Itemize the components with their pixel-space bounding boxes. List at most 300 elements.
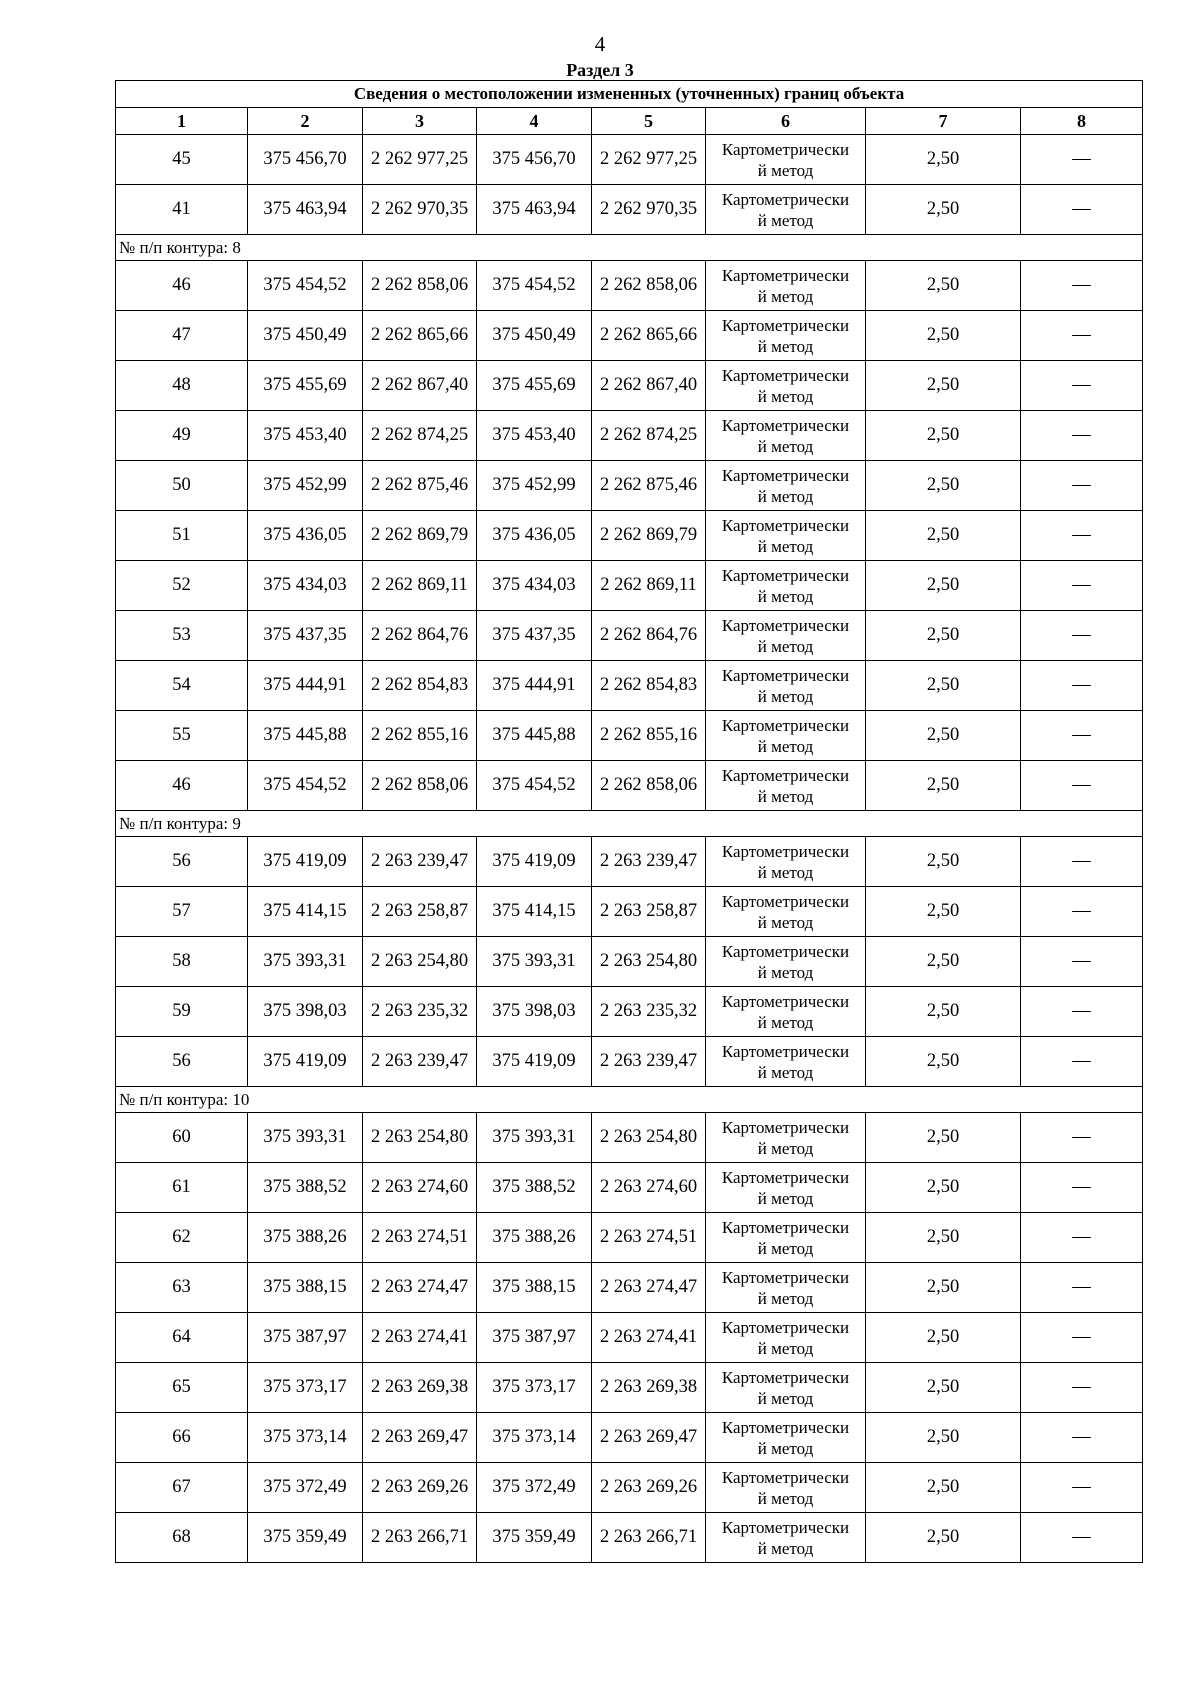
cell-method	[706, 135, 866, 185]
cell-point-number: 41	[116, 185, 248, 235]
cell-x-new: 375 434,03	[477, 561, 592, 611]
cell-point-number: 67	[116, 1463, 248, 1513]
method-text-line: Картометрически	[721, 315, 850, 335]
cell-description: —	[1021, 887, 1143, 937]
cell-description: —	[1021, 1113, 1143, 1163]
cell-point-number: 45	[116, 135, 248, 185]
cell-description: —	[1021, 261, 1143, 311]
method-text-line: й метод	[757, 1062, 814, 1082]
table-row	[116, 1263, 1143, 1313]
method-text-line: Картометрически	[721, 515, 850, 535]
table-row	[116, 135, 1143, 185]
cell-point-number: 46	[116, 261, 248, 311]
cell-x-old: 375 434,03	[248, 561, 363, 611]
cell-method	[706, 1413, 866, 1463]
cell-method	[706, 511, 866, 561]
cell-accuracy: 2,50	[866, 887, 1021, 937]
table-row	[116, 411, 1143, 461]
table-row	[116, 987, 1143, 1037]
cell-method	[706, 1513, 866, 1563]
cell-description: —	[1021, 711, 1143, 761]
cell-point-number: 55	[116, 711, 248, 761]
cell-description: —	[1021, 1213, 1143, 1263]
cell-y-old: 2 262 854,83	[363, 661, 477, 711]
cell-y-old: 2 262 970,35	[363, 185, 477, 235]
cell-accuracy: 2,50	[866, 185, 1021, 235]
boundary-coordinates-table	[115, 80, 1143, 1563]
cell-y-old: 2 263 269,26	[363, 1463, 477, 1513]
cell-point-number: 58	[116, 937, 248, 987]
table-row	[116, 311, 1143, 361]
cell-x-old: 375 387,97	[248, 1313, 363, 1363]
cell-method	[706, 411, 866, 461]
cell-point-number: 56	[116, 1037, 248, 1087]
method-text-line: Картометрически	[721, 1417, 850, 1437]
cell-point-number: 64	[116, 1313, 248, 1363]
table-row	[116, 1213, 1143, 1263]
cell-accuracy: 2,50	[866, 1213, 1021, 1263]
column-header-3: 3	[363, 108, 477, 135]
cell-y-new: 2 263 254,80	[592, 1113, 706, 1163]
cell-point-number: 51	[116, 511, 248, 561]
cell-point-number: 50	[116, 461, 248, 511]
cell-method	[706, 987, 866, 1037]
cell-x-old: 375 454,52	[248, 761, 363, 811]
method-text-line: Картометрически	[721, 265, 850, 285]
cell-accuracy: 2,50	[866, 1313, 1021, 1363]
cell-description: —	[1021, 1363, 1143, 1413]
method-text-line: й метод	[757, 1288, 814, 1308]
cell-point-number: 54	[116, 661, 248, 711]
cell-x-new: 375 359,49	[477, 1513, 592, 1563]
table-row	[116, 1037, 1143, 1087]
cell-description: —	[1021, 611, 1143, 661]
method-text-line: й метод	[757, 1488, 814, 1508]
method-text-line: Картометрически	[721, 1517, 850, 1537]
cell-x-new: 375 456,70	[477, 135, 592, 185]
cell-description: —	[1021, 185, 1143, 235]
method-text-line: Картометрически	[721, 991, 850, 1011]
table-row	[116, 361, 1143, 411]
cell-x-old: 375 456,70	[248, 135, 363, 185]
cell-accuracy: 2,50	[866, 1413, 1021, 1463]
cell-point-number: 59	[116, 987, 248, 1037]
cell-method	[706, 1463, 866, 1513]
cell-point-number: 57	[116, 887, 248, 937]
cell-method	[706, 937, 866, 987]
cell-accuracy: 2,50	[866, 711, 1021, 761]
section-title: Раздел 3	[566, 60, 634, 80]
cell-x-old: 375 419,09	[248, 837, 363, 887]
cell-x-new: 375 450,49	[477, 311, 592, 361]
method-text-line: й метод	[757, 1388, 814, 1408]
table-row	[116, 461, 1143, 511]
cell-y-new: 2 262 977,25	[592, 135, 706, 185]
cell-accuracy: 2,50	[866, 661, 1021, 711]
method-text-line: Картометрически	[721, 1267, 850, 1287]
method-text-line: й метод	[757, 386, 814, 406]
cell-accuracy: 2,50	[866, 461, 1021, 511]
cell-y-new: 2 263 254,80	[592, 937, 706, 987]
cell-y-new: 2 262 874,25	[592, 411, 706, 461]
cell-description: —	[1021, 461, 1143, 511]
cell-accuracy: 2,50	[866, 937, 1021, 987]
cell-accuracy: 2,50	[866, 1037, 1021, 1087]
method-text-line: й метод	[757, 586, 814, 606]
cell-x-new: 375 373,17	[477, 1363, 592, 1413]
cell-y-new: 2 262 865,66	[592, 311, 706, 361]
cell-accuracy: 2,50	[866, 361, 1021, 411]
cell-y-new: 2 262 867,40	[592, 361, 706, 411]
cell-x-new: 375 454,52	[477, 261, 592, 311]
cell-y-new: 2 263 266,71	[592, 1513, 706, 1563]
cell-description: —	[1021, 987, 1143, 1037]
cell-x-old: 375 388,26	[248, 1213, 363, 1263]
cell-y-old: 2 262 869,11	[363, 561, 477, 611]
cell-x-new: 375 453,40	[477, 411, 592, 461]
cell-description: —	[1021, 1037, 1143, 1087]
method-text-line: Картометрически	[721, 891, 850, 911]
cell-x-old: 375 444,91	[248, 661, 363, 711]
cell-y-new: 2 263 269,26	[592, 1463, 706, 1513]
cell-accuracy: 2,50	[866, 561, 1021, 611]
cell-x-new: 375 419,09	[477, 1037, 592, 1087]
cell-accuracy: 2,50	[866, 1363, 1021, 1413]
method-text-line: Картометрически	[721, 1117, 850, 1137]
cell-description: —	[1021, 837, 1143, 887]
method-text-line: Картометрически	[721, 1367, 850, 1387]
cell-point-number: 49	[116, 411, 248, 461]
table-row	[116, 1113, 1143, 1163]
cell-method	[706, 761, 866, 811]
cell-x-old: 375 388,15	[248, 1263, 363, 1313]
cell-x-old: 375 453,40	[248, 411, 363, 461]
cell-x-old: 375 445,88	[248, 711, 363, 761]
table-row	[116, 711, 1143, 761]
method-text-line: Картометрически	[721, 415, 850, 435]
cell-x-new: 375 372,49	[477, 1463, 592, 1513]
cell-accuracy: 2,50	[866, 611, 1021, 661]
table-row	[116, 837, 1143, 887]
cell-description: —	[1021, 937, 1143, 987]
cell-y-new: 2 263 239,47	[592, 1037, 706, 1087]
cell-y-old: 2 262 858,06	[363, 261, 477, 311]
column-header-4: 4	[477, 108, 592, 135]
cell-y-old: 2 263 239,47	[363, 837, 477, 887]
cell-description: —	[1021, 1263, 1143, 1313]
method-text-line: Картометрически	[721, 1217, 850, 1237]
table-row	[116, 1163, 1143, 1213]
cell-description: —	[1021, 561, 1143, 611]
cell-accuracy: 2,50	[866, 837, 1021, 887]
column-header-1: 1	[116, 108, 248, 135]
contour-label: № п/п контура: 8	[116, 235, 1143, 261]
cell-x-old: 375 437,35	[248, 611, 363, 661]
cell-y-new: 2 263 274,47	[592, 1263, 706, 1313]
table-row	[116, 887, 1143, 937]
method-text-line: Картометрически	[721, 365, 850, 385]
method-text-line: й метод	[757, 1338, 814, 1358]
cell-method	[706, 1213, 866, 1263]
method-text-line: й метод	[757, 160, 814, 180]
cell-y-new: 2 262 869,79	[592, 511, 706, 561]
cell-x-new: 375 419,09	[477, 837, 592, 887]
method-text-line: Картометрически	[721, 1167, 850, 1187]
method-text-line: й метод	[757, 536, 814, 556]
cell-accuracy: 2,50	[866, 261, 1021, 311]
column-header-8: 8	[1021, 108, 1143, 135]
method-text-line: Картометрически	[721, 841, 850, 861]
cell-accuracy: 2,50	[866, 135, 1021, 185]
cell-method	[706, 185, 866, 235]
method-text-line: й метод	[757, 1238, 814, 1258]
cell-y-old: 2 263 254,80	[363, 937, 477, 987]
cell-accuracy: 2,50	[866, 1463, 1021, 1513]
cell-y-new: 2 262 858,06	[592, 761, 706, 811]
cell-y-new: 2 262 970,35	[592, 185, 706, 235]
cell-method	[706, 661, 866, 711]
cell-y-old: 2 263 254,80	[363, 1113, 477, 1163]
method-text-line: Картометрически	[721, 465, 850, 485]
cell-x-new: 375 445,88	[477, 711, 592, 761]
cell-y-old: 2 262 865,66	[363, 311, 477, 361]
cell-x-old: 375 359,49	[248, 1513, 363, 1563]
cell-x-new: 375 444,91	[477, 661, 592, 711]
cell-x-new: 375 454,52	[477, 761, 592, 811]
cell-accuracy: 2,50	[866, 761, 1021, 811]
cell-x-new: 375 388,15	[477, 1263, 592, 1313]
column-header-7: 7	[866, 108, 1021, 135]
table-row	[116, 761, 1143, 811]
cell-method	[706, 611, 866, 661]
cell-y-old: 2 262 875,46	[363, 461, 477, 511]
cell-point-number: 68	[116, 1513, 248, 1563]
cell-y-old: 2 262 855,16	[363, 711, 477, 761]
contour-row	[116, 1087, 1143, 1113]
method-text-line: й метод	[757, 686, 814, 706]
cell-y-old: 2 263 274,60	[363, 1163, 477, 1213]
cell-y-old: 2 263 274,47	[363, 1263, 477, 1313]
table-header-row	[116, 108, 1143, 135]
table-row	[116, 1513, 1143, 1563]
cell-x-old: 375 373,14	[248, 1413, 363, 1463]
cell-accuracy: 2,50	[866, 1163, 1021, 1213]
cell-method	[706, 311, 866, 361]
cell-method	[706, 261, 866, 311]
cell-x-old: 375 393,31	[248, 1113, 363, 1163]
cell-description: —	[1021, 1513, 1143, 1563]
cell-x-old: 375 414,15	[248, 887, 363, 937]
cell-x-old: 375 454,52	[248, 261, 363, 311]
method-text-line: й метод	[757, 912, 814, 932]
cell-y-old: 2 263 235,32	[363, 987, 477, 1037]
cell-point-number: 46	[116, 761, 248, 811]
cell-method	[706, 361, 866, 411]
cell-point-number: 52	[116, 561, 248, 611]
cell-y-new: 2 262 854,83	[592, 661, 706, 711]
method-text-line: й метод	[757, 1538, 814, 1558]
cell-x-new: 375 463,94	[477, 185, 592, 235]
table-row	[116, 185, 1143, 235]
cell-y-old: 2 263 269,38	[363, 1363, 477, 1413]
cell-description: —	[1021, 1163, 1143, 1213]
cell-y-new: 2 263 269,47	[592, 1413, 706, 1463]
contour-row	[116, 235, 1143, 261]
cell-method	[706, 1263, 866, 1313]
cell-point-number: 53	[116, 611, 248, 661]
method-text-line: й метод	[757, 436, 814, 456]
cell-y-new: 2 263 258,87	[592, 887, 706, 937]
cell-x-new: 375 437,35	[477, 611, 592, 661]
cell-accuracy: 2,50	[866, 987, 1021, 1037]
cell-y-new: 2 262 855,16	[592, 711, 706, 761]
cell-description: —	[1021, 761, 1143, 811]
cell-method	[706, 837, 866, 887]
cell-method	[706, 887, 866, 937]
cell-accuracy: 2,50	[866, 411, 1021, 461]
cell-y-new: 2 263 274,41	[592, 1313, 706, 1363]
cell-x-new: 375 414,15	[477, 887, 592, 937]
page-number: 4	[594, 32, 606, 56]
cell-description: —	[1021, 511, 1143, 561]
method-text-line: Картометрически	[721, 665, 850, 685]
cell-description: —	[1021, 1413, 1143, 1463]
column-header-2: 2	[248, 108, 363, 135]
cell-x-new: 375 393,31	[477, 937, 592, 987]
cell-method	[706, 1363, 866, 1413]
cell-accuracy: 2,50	[866, 1513, 1021, 1563]
cell-x-new: 375 398,03	[477, 987, 592, 1037]
column-header-6: 6	[706, 108, 866, 135]
table-body	[116, 81, 1143, 1563]
cell-y-old: 2 263 269,47	[363, 1413, 477, 1463]
method-text-line: Картометрически	[721, 615, 850, 635]
contour-label: № п/п контура: 9	[116, 811, 1143, 837]
method-text-line: й метод	[757, 1012, 814, 1032]
method-text-line: Картометрически	[721, 1467, 850, 1487]
method-text-line: Картометрически	[721, 139, 850, 159]
cell-method	[706, 561, 866, 611]
cell-y-old: 2 262 858,06	[363, 761, 477, 811]
method-text-line: й метод	[757, 210, 814, 230]
table-row	[116, 1363, 1143, 1413]
cell-x-old: 375 450,49	[248, 311, 363, 361]
cell-point-number: 47	[116, 311, 248, 361]
cell-y-new: 2 262 864,76	[592, 611, 706, 661]
method-text-line: й метод	[757, 286, 814, 306]
cell-accuracy: 2,50	[866, 1263, 1021, 1313]
cell-x-old: 375 373,17	[248, 1363, 363, 1413]
method-text-line: й метод	[757, 1438, 814, 1458]
cell-y-old: 2 262 869,79	[363, 511, 477, 561]
cell-description: —	[1021, 135, 1143, 185]
cell-x-old: 375 452,99	[248, 461, 363, 511]
cell-point-number: 63	[116, 1263, 248, 1313]
cell-point-number: 66	[116, 1413, 248, 1463]
method-text-line: й метод	[757, 486, 814, 506]
cell-y-new: 2 262 858,06	[592, 261, 706, 311]
column-header-5: 5	[592, 108, 706, 135]
method-text-line: й метод	[757, 962, 814, 982]
cell-y-new: 2 263 235,32	[592, 987, 706, 1037]
table-row	[116, 1413, 1143, 1463]
cell-y-old: 2 263 239,47	[363, 1037, 477, 1087]
table-row	[116, 1463, 1143, 1513]
cell-x-old: 375 393,31	[248, 937, 363, 987]
table-row	[116, 561, 1143, 611]
method-text-line: й метод	[757, 1188, 814, 1208]
method-text-line: й метод	[757, 862, 814, 882]
cell-x-new: 375 388,52	[477, 1163, 592, 1213]
method-text-line: Картометрически	[721, 189, 850, 209]
cell-y-old: 2 263 266,71	[363, 1513, 477, 1563]
method-text-line: й метод	[757, 1138, 814, 1158]
cell-x-new: 375 455,69	[477, 361, 592, 411]
cell-y-old: 2 262 867,40	[363, 361, 477, 411]
cell-point-number: 56	[116, 837, 248, 887]
cell-x-new: 375 388,26	[477, 1213, 592, 1263]
cell-method	[706, 711, 866, 761]
cell-x-new: 375 436,05	[477, 511, 592, 561]
cell-x-old: 375 419,09	[248, 1037, 363, 1087]
cell-accuracy: 2,50	[866, 511, 1021, 561]
table-row	[116, 937, 1143, 987]
cell-x-new: 375 387,97	[477, 1313, 592, 1363]
cell-y-old: 2 262 977,25	[363, 135, 477, 185]
table-row	[116, 511, 1143, 561]
cell-point-number: 61	[116, 1163, 248, 1213]
cell-method	[706, 1163, 866, 1213]
cell-description: —	[1021, 361, 1143, 411]
cell-x-old: 375 463,94	[248, 185, 363, 235]
cell-accuracy: 2,50	[866, 311, 1021, 361]
cell-method	[706, 461, 866, 511]
cell-x-old: 375 372,49	[248, 1463, 363, 1513]
cell-description: —	[1021, 1313, 1143, 1363]
cell-accuracy: 2,50	[866, 1113, 1021, 1163]
cell-x-old: 375 436,05	[248, 511, 363, 561]
table-row	[116, 261, 1143, 311]
table-row	[116, 1313, 1143, 1363]
cell-y-new: 2 263 239,47	[592, 837, 706, 887]
cell-description: —	[1021, 661, 1143, 711]
cell-y-new: 2 262 869,11	[592, 561, 706, 611]
cell-x-new: 375 373,14	[477, 1413, 592, 1463]
cell-point-number: 60	[116, 1113, 248, 1163]
cell-description: —	[1021, 1463, 1143, 1513]
cell-y-old: 2 263 258,87	[363, 887, 477, 937]
cell-method	[706, 1037, 866, 1087]
cell-point-number: 48	[116, 361, 248, 411]
cell-x-new: 375 393,31	[477, 1113, 592, 1163]
cell-method	[706, 1313, 866, 1363]
cell-point-number: 65	[116, 1363, 248, 1413]
table-row	[116, 611, 1143, 661]
method-text-line: Картометрически	[721, 1041, 850, 1061]
contour-row	[116, 811, 1143, 837]
cell-y-new: 2 263 274,60	[592, 1163, 706, 1213]
cell-y-new: 2 263 269,38	[592, 1363, 706, 1413]
cell-y-old: 2 262 874,25	[363, 411, 477, 461]
cell-y-old: 2 262 864,76	[363, 611, 477, 661]
method-text-line: й метод	[757, 336, 814, 356]
cell-y-old: 2 263 274,51	[363, 1213, 477, 1263]
method-text-line: й метод	[757, 786, 814, 806]
cell-x-old: 375 398,03	[248, 987, 363, 1037]
table-caption-row	[116, 81, 1143, 108]
cell-x-old: 375 455,69	[248, 361, 363, 411]
cell-y-old: 2 263 274,41	[363, 1313, 477, 1363]
